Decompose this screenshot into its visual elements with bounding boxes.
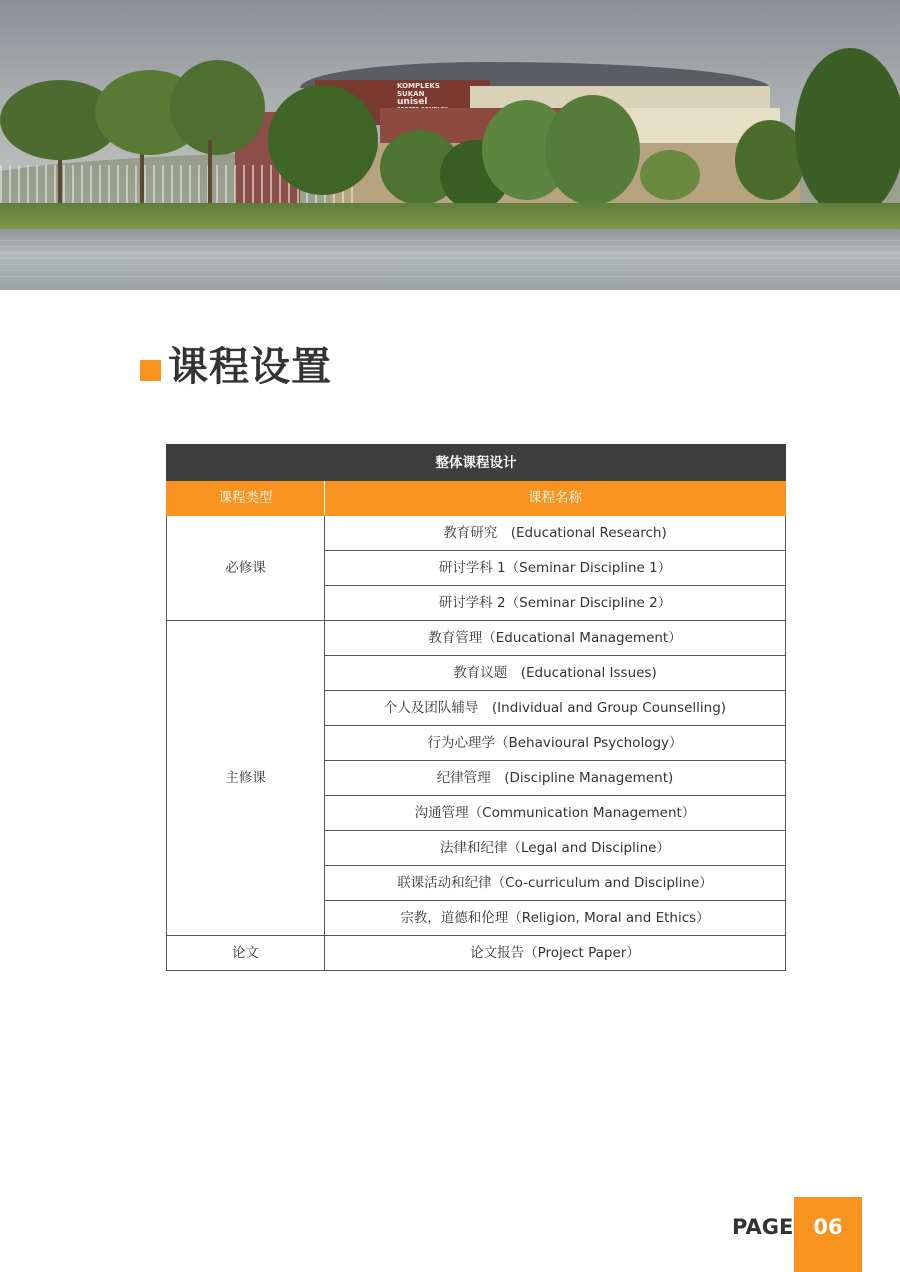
course-name: 研讨学科 2（Seminar Discipline 2） [325,586,786,621]
page-title: 课程设置 [168,344,332,390]
hero-tree [640,150,700,200]
page-number: 06 [813,1215,843,1239]
course-type-major: 主修课 [167,621,325,936]
course-table [166,444,786,971]
course-type-thesis: 论文 [167,936,325,971]
course-name: 法律和纪律（Legal and Discipline） [325,831,786,866]
course-name: 个人及团队辅导 (Individual and Group Counselling) [325,691,786,726]
course-type-required: 必修课 [167,516,325,621]
hero-tree [170,60,265,155]
course-name: 宗教，道德和伦理（Religion, Moral and Ethics） [325,901,786,936]
table-caption: 整体课程设计 [167,445,786,481]
course-name: 行为心理学（Behavioural Psychology） [325,726,786,761]
course-name: 教育管理（Educational Management） [325,621,786,656]
table-header-row [167,481,786,516]
table-row [167,516,786,551]
page-label: PAGE [732,1215,794,1239]
course-name: 沟通管理（Communication Management） [325,796,786,831]
table-row [167,621,786,656]
header-course-type: 课程类型 [167,481,325,516]
page-number-box [794,1197,862,1272]
hero-sign-line2: unisel [397,97,428,107]
course-name: 教育议题 (Educational Issues) [325,656,786,691]
course-name: 论文报告（Project Paper） [325,936,786,971]
hero-photo [0,0,900,290]
course-name: 纪律管理 (Discipline Management) [325,761,786,796]
hero-sign-line1: KOMPLEKS SUKAN [397,82,440,98]
table-row [167,936,786,971]
hero-tree [795,48,900,218]
table-caption-row [167,445,786,481]
header-course-name: 课程名称 [325,481,786,516]
title-square-icon [140,360,161,381]
hero-tree [545,95,640,205]
hero-tree-trunk [208,140,212,210]
hero-tree [268,85,378,195]
course-name: 研讨学科 1（Seminar Discipline 1） [325,551,786,586]
hero-grass [0,203,900,229]
course-name: 联课活动和纪律（Co-curriculum and Discipline） [325,866,786,901]
course-name: 教育研究 (Educational Research) [325,516,786,551]
hero-lake [0,229,900,290]
